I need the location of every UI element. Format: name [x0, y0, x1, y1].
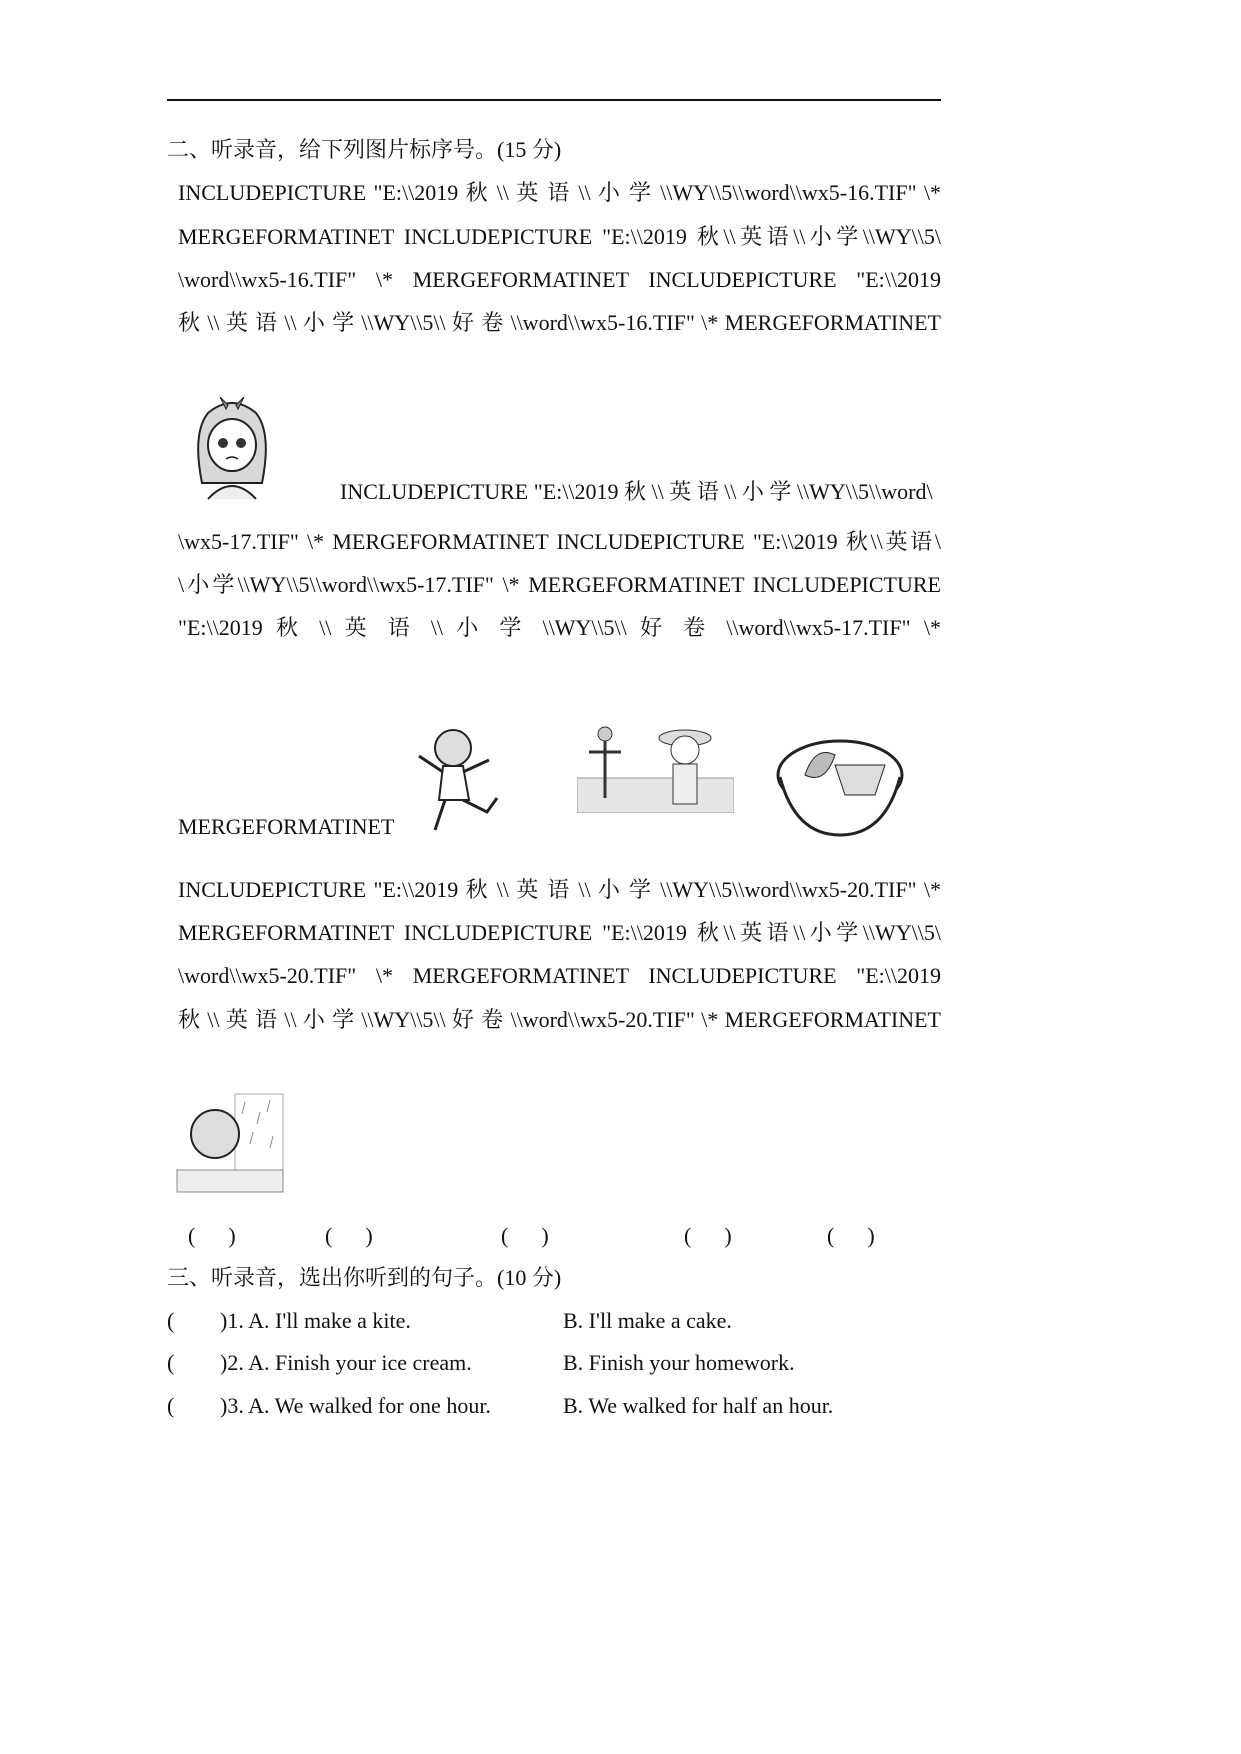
- field-code-line: \word\\wx5-20.TIF" \* MERGEFORMATINET INCLUDEPICTURE "E:\\2019: [178, 963, 941, 988]
- answer-blank[interactable]: ( ): [501, 1223, 549, 1248]
- answer-blank[interactable]: ( ): [188, 1223, 236, 1248]
- question-3-blank[interactable]: (: [167, 1393, 175, 1418]
- field-code-line: "E:\\2019 秋 \\ 英 语 \\ 小 学 \\WY\\5\\ 好 卷 \\word\\wx5-17.TIF" \*: [178, 615, 941, 640]
- farm-scene-picture: [577, 718, 734, 813]
- answer-blank[interactable]: ( ): [827, 1223, 875, 1248]
- field-code-line: INCLUDEPICTURE "E:\\2019 秋 \\ 英 语 \\ 小 学 \\WY\\5\\word\: [340, 479, 933, 504]
- question-3-option-a: )3. A. We walked for one hour.: [220, 1393, 491, 1418]
- field-code-line: \word\\wx5-16.TIF" \* MERGEFORMATINET INCLUDEPICTURE "E:\\2019: [178, 267, 941, 292]
- field-code-line: MERGEFORMATINET INCLUDEPICTURE "E:\\2019 秋\\英语\\小学\\WY\\5\: [178, 224, 941, 249]
- field-code-line: 秋 \\ 英 语 \\ 小 学 \\WY\\5\\ 好 卷 \\word\\wx5-20.TIF" \* MERGEFORMATINET: [178, 1007, 941, 1032]
- section3-heading: 三、听录音，选出你听到的句子。(10 分): [167, 1265, 562, 1290]
- boy-at-window-picture: [175, 1092, 285, 1196]
- question-2-option-b: B. Finish your homework.: [563, 1350, 795, 1375]
- answer-blank[interactable]: ( ): [684, 1223, 732, 1248]
- field-code-line: 秋 \\ 英 语 \\ 小 学 \\WY\\5\\ 好 卷 \\word\\wx5-16.TIF" \* MERGEFORMATINET: [178, 310, 941, 335]
- question-1-blank[interactable]: (: [167, 1308, 175, 1333]
- section2-heading: 二、听录音，给下列图片标序号。(15 分): [167, 137, 562, 162]
- question-1-option-a: )1. A. I'll make a kite.: [220, 1308, 411, 1333]
- noodle-bowl-picture: [775, 735, 905, 837]
- field-code-line: \小学\\WY\\5\\word\\wx5-17.TIF" \* MERGEFORMATINET INCLUDEPICTURE: [178, 572, 941, 597]
- running-boy-picture: [413, 720, 503, 836]
- field-code-line: MERGEFORMATINET: [178, 814, 395, 839]
- question-1-option-b: B. I'll make a cake.: [563, 1308, 732, 1333]
- field-code-line: INCLUDEPICTURE "E:\\2019 秋 \\ 英 语 \\ 小 学 \\WY\\5\\word\\wx5-16.TIF" \*: [178, 180, 941, 205]
- answer-blank[interactable]: ( ): [325, 1223, 373, 1248]
- question-2-option-a: )2. A. Finish your ice cream.: [220, 1350, 472, 1375]
- field-code-line: INCLUDEPICTURE "E:\\2019 秋 \\ 英 语 \\ 小 学 \\WY\\5\\word\\wx5-20.TIF" \*: [178, 877, 941, 902]
- crying-girl-picture: [188, 393, 276, 501]
- field-code-line: \wx5-17.TIF" \* MERGEFORMATINET INCLUDEPICTURE "E:\\2019 秋\\英语\: [178, 529, 941, 554]
- field-code-line: MERGEFORMATINET INCLUDEPICTURE "E:\\2019 秋\\英语\\小学\\WY\\5\: [178, 920, 941, 945]
- header-rule: [167, 99, 941, 101]
- question-2-blank[interactable]: (: [167, 1350, 175, 1375]
- question-3-option-b: B. We walked for half an hour.: [563, 1393, 834, 1418]
